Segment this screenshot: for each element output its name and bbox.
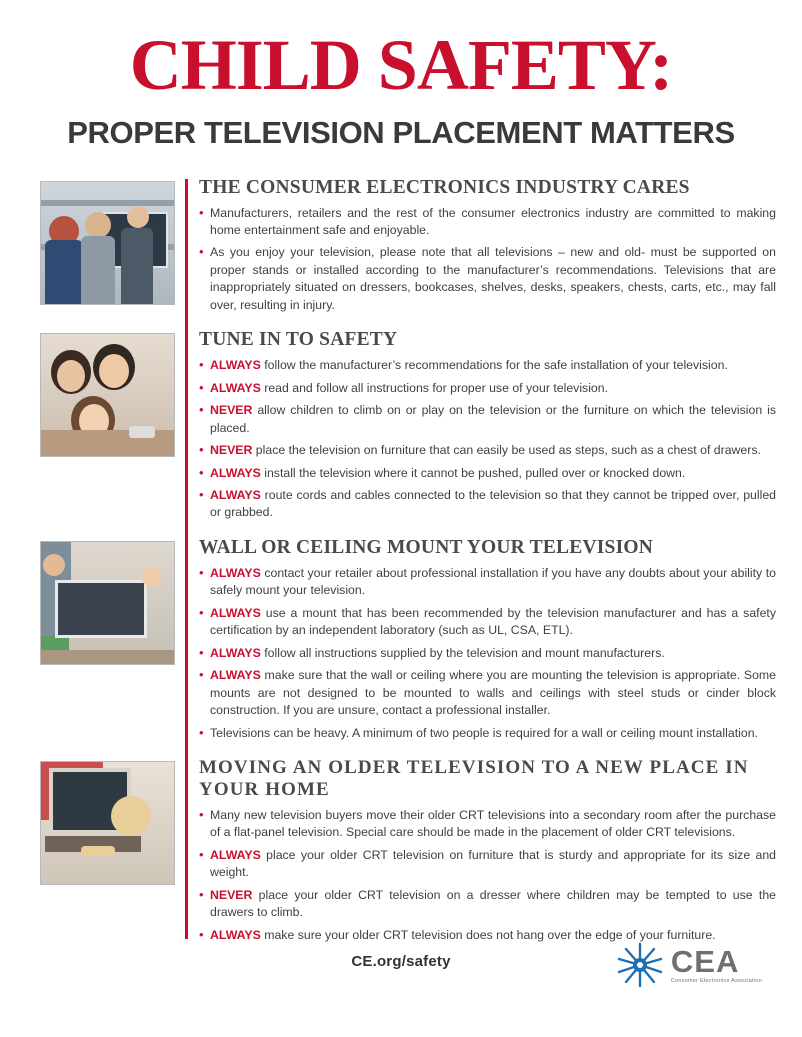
- section-bullet-list: [199, 357, 776, 522]
- bullet-keyword: NEVER: [210, 403, 253, 418]
- section-title: MOVING AN OLDER TELEVISION TO A NEW PLACE IN YOUR HOME: [199, 756, 749, 800]
- wall-mount-photo: [40, 541, 175, 665]
- list-item: [199, 402, 776, 437]
- bullet-keyword: ALWAYS: [210, 380, 261, 395]
- list-item: [199, 887, 776, 922]
- section-bullet-list: [199, 565, 776, 742]
- page-subtitle: PROPER TELEVISION PLACEMENT MATTERS: [67, 114, 735, 150]
- list-item: [199, 465, 776, 482]
- section-moving-older-television: [40, 757, 776, 949]
- bullet-keyword: ALWAYS: [210, 605, 261, 620]
- list-item: [199, 205, 776, 240]
- bullet-text: install the television where it cannot be pushed, pulled over or knocked down.: [264, 465, 686, 480]
- bullet-text: follow the manufacturer’s recommendations for the safe installation of your television.: [264, 358, 728, 373]
- list-item: [199, 645, 776, 662]
- section-thumbnail-container: [40, 757, 185, 885]
- bullet-text: use a mount that has been recommended by the television manufacturer and has a safety certification by an independent laboratory (such as UL, CSA, ETL).: [210, 605, 776, 638]
- vertical-divider: [185, 179, 188, 940]
- bullet-text: Televisions can be heavy. A minimum of two people is required for a wall or ceiling mount installation.: [210, 725, 758, 740]
- bullet-keyword: ALWAYS: [210, 645, 261, 660]
- bullet-keyword: ALWAYS: [210, 487, 261, 502]
- section-text: [185, 329, 776, 527]
- bullet-keyword: ALWAYS: [210, 927, 261, 942]
- cea-logo: [616, 941, 762, 989]
- bullet-text: Manufacturers, retailers and the rest of the consumer electronics industry are committed to making home entertainment safe and enjoyable.: [210, 205, 776, 237]
- section-text: [185, 537, 776, 747]
- section-text: [185, 177, 776, 320]
- poster-footer: [0, 941, 802, 1011]
- section-bullet-list: [199, 205, 776, 315]
- section-title: WALL OR CEILING MOUNT YOUR TELEVISION: [199, 536, 654, 558]
- bullet-text: make sure that the wall or ceiling where you are mounting the television is appropriate. Some mounts are not designed to be mounted to walls and ceilings with steel studs or cinder block construction. If you are unsure, contact a professional installer.: [210, 668, 776, 718]
- bullet-keyword: ALWAYS: [210, 847, 261, 862]
- bullet-text: As you enjoy your television, please note that all televisions – new and old- must be supported on proper stands or installed according to the manufacturer’s recommendations. Televisions that are inappropriately situated on dressers, bookcases, shelves, desks, speakers, chests, carts, etc., may fall over, resulting in injury.: [210, 245, 776, 312]
- list-item: [199, 667, 776, 719]
- bullet-text: contact your retailer about professional installation if you have any doubts about your ability to safely mount your television.: [210, 565, 776, 598]
- list-item: [199, 847, 776, 882]
- cea-logo-text: [670, 943, 762, 984]
- section-thumbnail-container: [40, 537, 185, 665]
- section-tune-in-to-safety: [40, 329, 776, 527]
- list-item: [199, 380, 776, 397]
- list-item: [199, 244, 776, 314]
- bullet-keyword: ALWAYS: [210, 565, 261, 580]
- list-item: [199, 487, 776, 522]
- section-title: TUNE IN TO SAFETY: [199, 329, 398, 351]
- section-text: [185, 757, 776, 949]
- bullet-text: make sure your older CRT television does not hang over the edge of your furniture.: [264, 927, 716, 942]
- bullet-text: read and follow all instructions for proper use of your television.: [264, 380, 609, 395]
- bullet-keyword: NEVER: [210, 443, 253, 458]
- list-item: [199, 605, 776, 640]
- section-bullet-list: [199, 807, 776, 944]
- bullet-keyword: ALWAYS: [210, 668, 261, 683]
- bullet-text: route cords and cables connected to the television so that they cannot be tripped over, pulled or grabbed.: [210, 487, 777, 520]
- list-item: [199, 725, 776, 742]
- section-wall-or-ceiling-mount: [40, 537, 776, 747]
- section-title: THE CONSUMER ELECTRONICS INDUSTRY CARES: [199, 176, 690, 198]
- family-watching-tv-photo: [40, 333, 175, 457]
- bullet-keyword: NEVER: [210, 887, 253, 902]
- bullet-text: place your older CRT television on a dresser where children may be tempted to use the drawers to climb.: [210, 887, 776, 920]
- section-thumbnail-container: [40, 329, 185, 457]
- list-item: [199, 357, 776, 374]
- cea-starburst-icon: [616, 941, 664, 989]
- bullet-keyword: ALWAYS: [210, 465, 261, 480]
- bullet-text: follow all instructions supplied by the television and mount manufacturers.: [264, 645, 665, 660]
- bullet-text: Many new television buyers move their older CRT televisions into a secondary room after the purchase of a flat-panel television. Special care should be made in the placement of older CRT televisions.: [210, 807, 776, 840]
- list-item: [199, 565, 776, 600]
- list-item: [199, 442, 776, 459]
- cea-tagline: Consumer Electronics Association: [670, 977, 762, 984]
- retail-store-photo: [40, 181, 175, 305]
- bullet-text: allow children to climb on or play on the television or the furniture on which the television is placed.: [210, 403, 776, 435]
- section-consumer-electronics-industry-cares: [40, 177, 776, 320]
- bullet-text: place the television on furniture that can easily be used as steps, such as a chest of drawers.: [255, 443, 761, 458]
- poster-body: [0, 177, 802, 950]
- child-at-crt-photo: [40, 761, 175, 885]
- cea-wordmark: CEA: [670, 943, 740, 979]
- bullet-text: place your older CRT television on furniture that is sturdy and appropriate for its size and weight.: [210, 847, 777, 880]
- section-thumbnail-container: [40, 177, 185, 305]
- footer-url[interactable]: CE.org/safety: [351, 953, 451, 970]
- page-title: CHILD SAFETY:: [129, 25, 673, 105]
- bullet-keyword: ALWAYS: [210, 358, 261, 373]
- list-item: [199, 807, 776, 842]
- poster-header: [0, 0, 802, 151]
